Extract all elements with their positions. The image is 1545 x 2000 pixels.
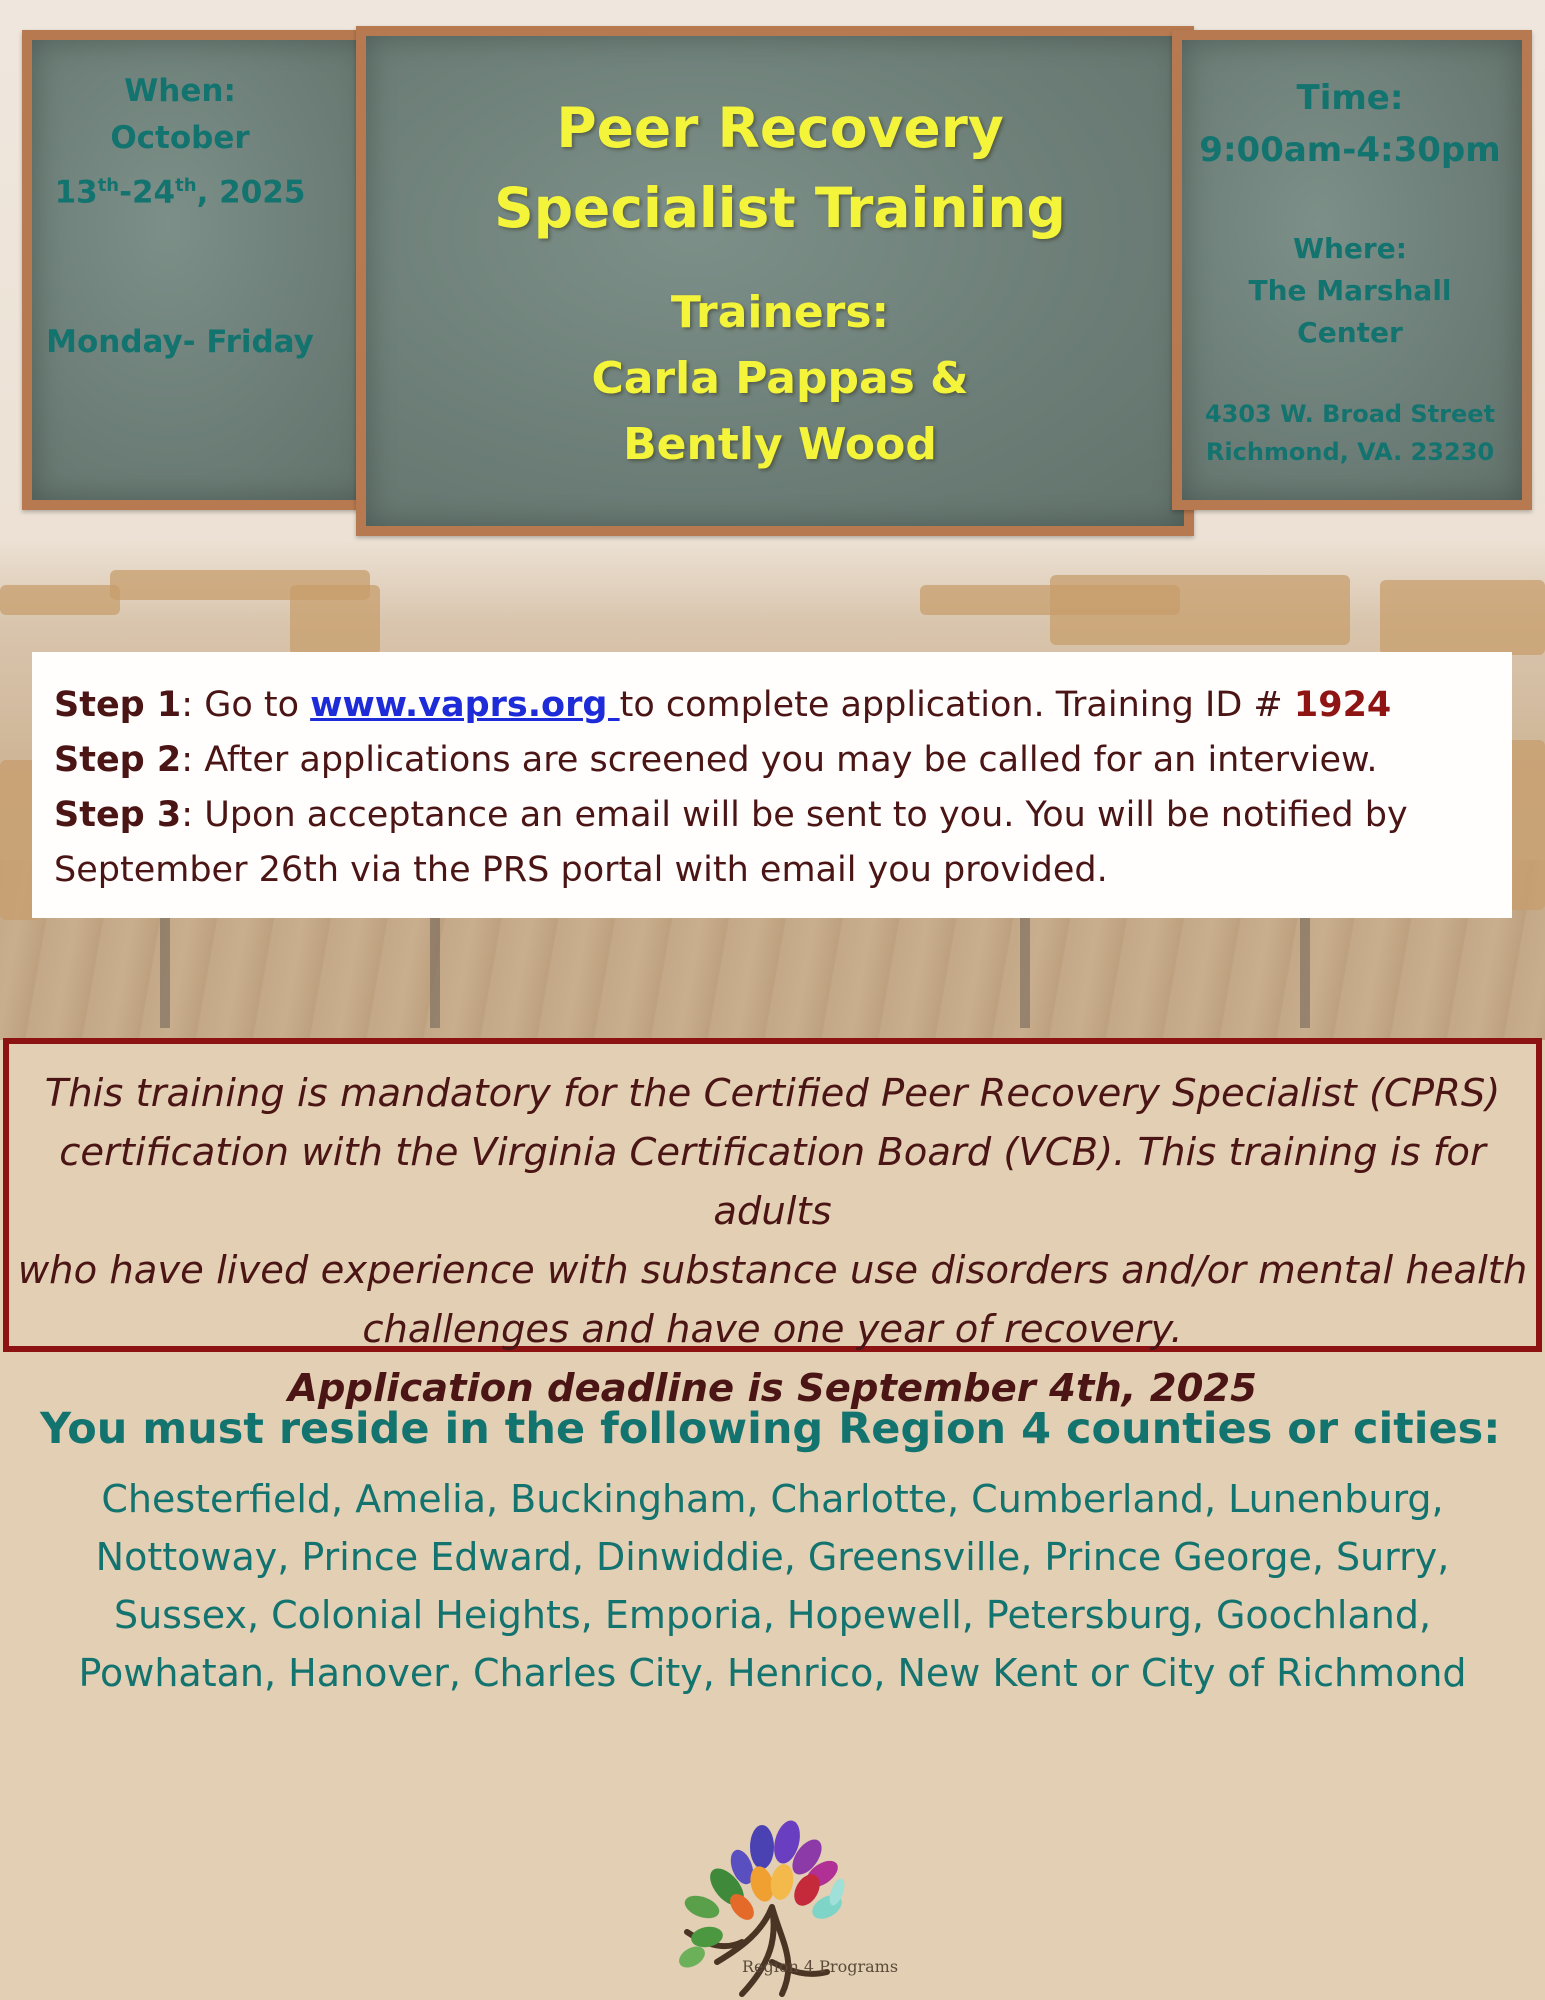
- training-id: 1924: [1293, 685, 1392, 725]
- when-label: When:: [124, 73, 236, 109]
- title-line: Specialist Training: [494, 176, 1066, 240]
- time-label: Time:: [1296, 78, 1404, 118]
- desk-leg: [430, 918, 440, 1028]
- trainers-label: Trainers:: [670, 287, 890, 338]
- desk: [290, 585, 380, 655]
- date-end-suffix: th: [175, 175, 197, 196]
- step-text: : Go to: [181, 685, 311, 725]
- step-1: [54, 678, 1490, 733]
- venue-name: Center: [1297, 316, 1403, 349]
- steps-box: [32, 652, 1512, 918]
- notice-line: challenges and have one year of recovery.: [362, 1307, 1183, 1352]
- time-info: [1185, 72, 1515, 176]
- address-line: Richmond, VA. 23230: [1205, 438, 1495, 466]
- logo-text: Region 4 Programs: [742, 1957, 899, 1976]
- application-link[interactable]: www.vaprs.org: [310, 685, 620, 725]
- region-line: Powhatan, Hanover, Charles City, Henrico, New Kent or City of Richmond: [78, 1651, 1467, 1695]
- step-text: : Upon acceptance an email will be sent to you. You will be notified by: [181, 795, 1408, 835]
- desk: [1380, 580, 1545, 655]
- title-line: Peer Recovery: [556, 96, 1004, 160]
- region-title: You must reside in the following Region 4 counties or cities:: [40, 1404, 1501, 1454]
- step-text: : After applications are screened you may be called for an interview.: [181, 740, 1378, 780]
- region-list: [20, 1470, 1525, 1702]
- step-2: [54, 733, 1490, 788]
- step-label: Step 1: [54, 685, 182, 725]
- address: [1185, 395, 1515, 471]
- date-start: 13: [54, 174, 98, 211]
- when-month: October: [110, 120, 250, 156]
- when-info: [0, 68, 360, 216]
- step-text: to complete application. Training ID #: [619, 685, 1294, 725]
- notice-line: This training is mandatory for the Certified Peer Recovery Specialist (CPRS): [44, 1071, 1501, 1116]
- date-year: , 2025: [196, 174, 306, 211]
- venue-name: The Marshall: [1248, 274, 1452, 307]
- step-label: Step 2: [54, 740, 182, 780]
- trainer-name: Bently Wood: [623, 419, 937, 470]
- step-3-continued: September 26th via the PRS portal with email you provided.: [54, 850, 1108, 890]
- region-line: Chesterfield, Amelia, Buckingham, Charlotte, Cumberland, Lunenburg,: [101, 1477, 1444, 1521]
- region-line: Nottoway, Prince Edward, Dinwiddie, Greensville, Prince George, Surry,: [95, 1535, 1450, 1579]
- days-of-week: Monday- Friday: [46, 324, 314, 360]
- when-dates: [0, 162, 360, 216]
- notice-line: who have lived experience with substance use disorders and/or mental health: [17, 1248, 1528, 1293]
- step-3: [54, 788, 1490, 843]
- trainer-name: Carla Pappas &: [591, 353, 969, 404]
- address-line: 4303 W. Broad Street: [1204, 400, 1496, 428]
- desk-leg: [160, 918, 170, 1028]
- desk-leg: [1300, 918, 1310, 1028]
- trainers-info: [480, 280, 1080, 478]
- date-start-suffix: th: [97, 175, 120, 196]
- desk: [0, 585, 120, 615]
- desk: [1050, 575, 1350, 645]
- desk-leg: [1020, 918, 1030, 1028]
- mandatory-notice: [3, 1038, 1542, 1411]
- region-line: Sussex, Colonial Heights, Emporia, Hopewell, Petersburg, Goochland,: [113, 1593, 1432, 1637]
- step-label: Step 3: [54, 795, 182, 835]
- application-deadline: Application deadline is September 4th, 2025: [288, 1366, 1257, 1411]
- notice-line: certification with the Virginia Certification Board (VCB). This training is for adults: [59, 1130, 1486, 1234]
- page-title: [430, 88, 1130, 248]
- where-info: [1185, 228, 1515, 354]
- time-value: 9:00am-4:30pm: [1199, 130, 1501, 170]
- date-end: -24: [119, 174, 176, 211]
- where-label: Where:: [1293, 232, 1407, 265]
